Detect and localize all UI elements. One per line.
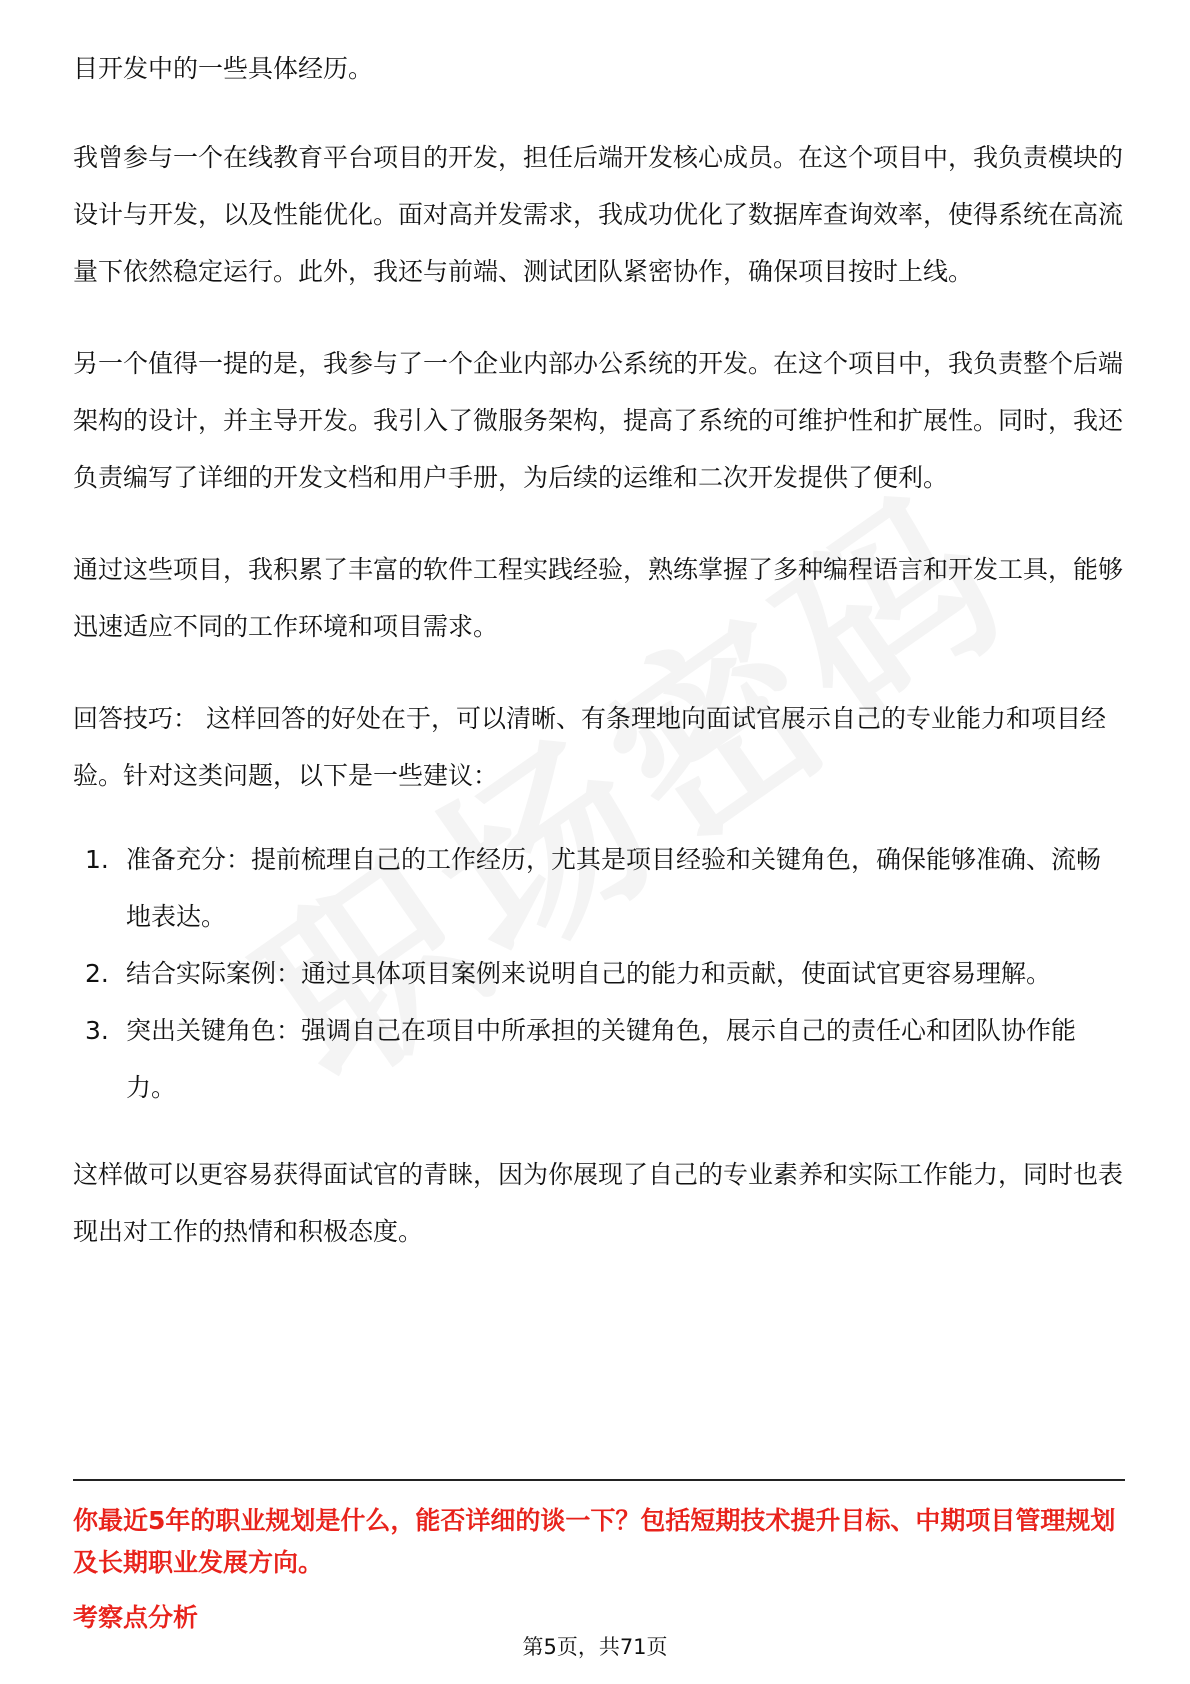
list-item-number: 3. [85, 1016, 109, 1045]
list-item [73, 945, 1125, 1002]
interview-question: 你最近5年的职业规划是什么，能否详细的谈一下？包括短期技术提升目标、中期项目管理规划及长期职业发展方向。 [73, 1506, 1116, 1577]
list-item-number: 1. [85, 845, 109, 874]
list-item-text: 结合实际案例：通过具体项目案例来说明自己的能力和贡献，使面试官更容易理解。 [126, 959, 1052, 988]
list-item-text: 准备充分：提前梳理自己的工作经历，尤其是项目经验和关键角色，确保能够准确、流畅地表达。 [126, 845, 1102, 931]
list-item [73, 1002, 1125, 1116]
page-footer: 第5页，共71页 [522, 1635, 668, 1659]
paragraph-online-education-project: 我曾参与一个在线教育平台项目的开发，担任后端开发核心成员。在这个项目中，我负责模块的设计与开发，以及性能优化。面对高并发需求，我成功优化了数据库查询效率，使得系统在高流量下依然稳定运行。此外，我还与前端、测试团队紧密协作，确保项目按时上线。 [73, 143, 1124, 286]
paragraph-closing: 这样做可以更容易获得面试官的青睐，因为你展现了自己的专业素养和实际工作能力，同时也表现出对工作的热情和积极态度。 [73, 1160, 1124, 1246]
section-divider [73, 1479, 1125, 1481]
list-item-number: 2. [85, 959, 109, 988]
paragraph-continuation: 目开发中的一些具体经历。 [73, 54, 374, 83]
list-item [73, 831, 1125, 945]
tips-list [73, 831, 1125, 1116]
list-item-text: 突出关键角色：强调自己在项目中所承担的关键角色，展示自己的责任心和团队协作能力。 [126, 1016, 1077, 1102]
section-heading: 考察点分析 [73, 1603, 199, 1632]
paragraph-experience-summary: 通过这些项目，我积累了丰富的软件工程实践经验，熟练掌握了多种编程语言和开发工具，能够迅速适应不同的工作环境和项目需求。 [73, 555, 1124, 641]
body-content [73, 40, 1125, 1295]
paragraph-office-system-project: 另一个值得一提的是，我参与了一个企业内部办公系统的开发。在这个项目中，我负责整个后端架构的设计，并主导开发。我引入了微服务架构，提高了系统的可维护性和扩展性。同时，我还负责编写了详细的开发文档和用户手册，为后续的运维和二次开发提供了便利。 [73, 349, 1124, 492]
paragraph-answer-tips: 回答技巧： 这样回答的好处在于，可以清晰、有条理地向面试官展示自己的专业能力和项目经验。针对这类问题，以下是一些建议： [73, 704, 1106, 790]
